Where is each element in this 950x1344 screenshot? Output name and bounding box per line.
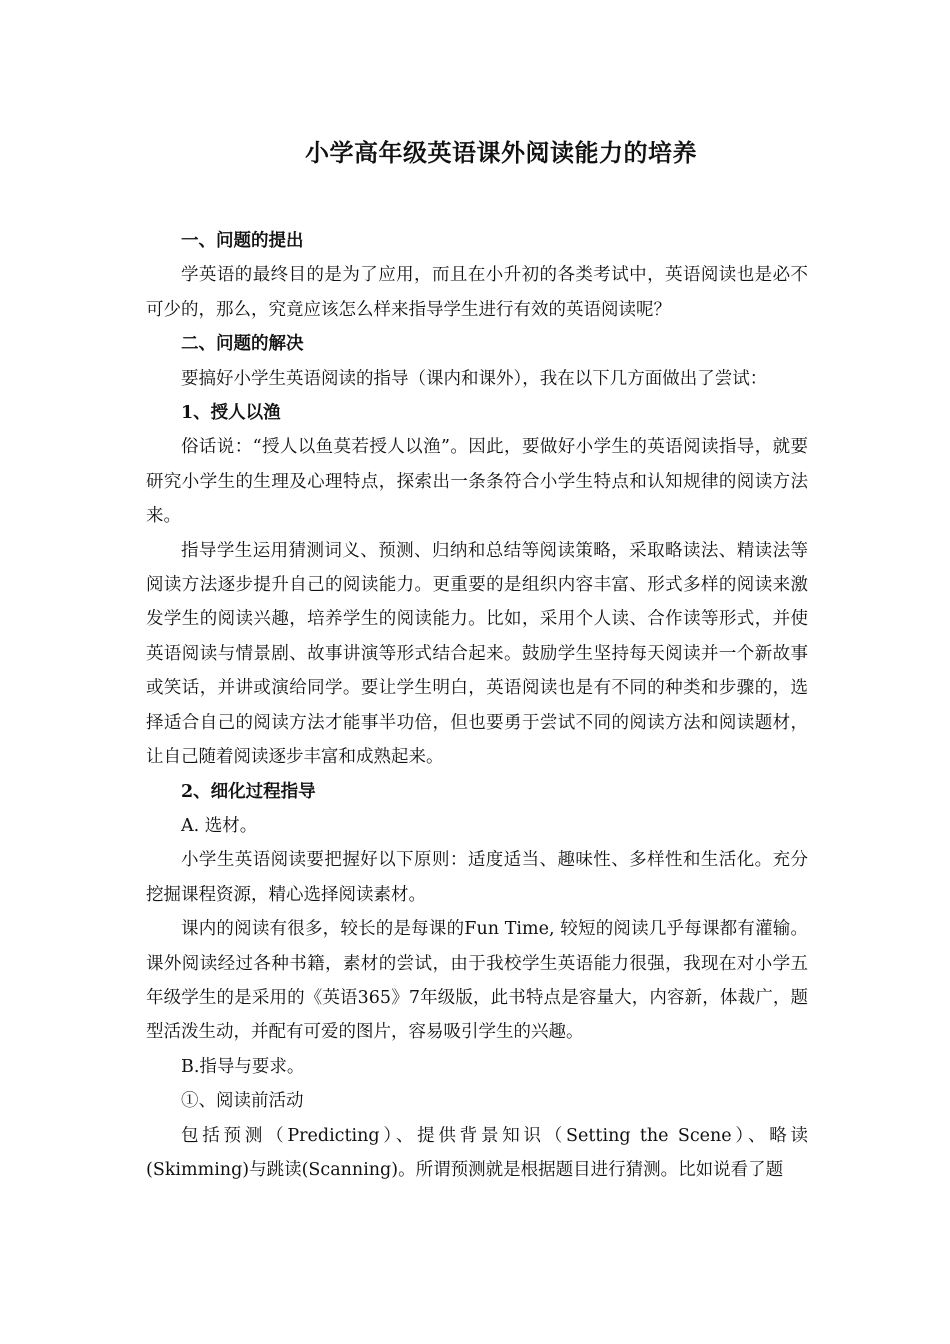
paragraph: ①、阅读前活动 bbox=[181, 1091, 304, 1112]
paragraph: 包括预测（Predicting）、提供背景知识（Setting the Scene）、略读(Skimming)与跳读(Scanning)。所谓预测就是根据题目进行猜测。比如说看了题 bbox=[146, 1125, 808, 1180]
document-body bbox=[146, 224, 808, 1187]
section-heading-problem: 一、问题的提出 bbox=[181, 231, 304, 251]
paragraph: 学英语的最终目的是为了应用，而且在小升初的各类考试中，英语阅读也是必不可少的，那么，究竟应该怎么样来指导学生进行有效的英语阅读呢？ bbox=[146, 265, 808, 320]
section-heading-solution: 二、问题的解决 bbox=[181, 334, 304, 355]
paragraph: B.指导与要求。 bbox=[181, 1056, 305, 1077]
paragraph: 指导学生运用猜测词义、预测、归纳和总结等阅读策略，采取略读法、精读法等阅读方法逐步提升自己的阅读能力。更重要的是组织内容丰富、形式多样的阅读来激发学生的阅读兴趣，培养学生的阅读能力。比如，采用个人读、合作读等形式，并使英语阅读与情景剧、故事讲演等形式结合起来。鼓励学生坚持每天阅读并一个新故事或笑话，并讲或演给同学。要让学生明白，英语阅读也是有不同的种类和步骤的，选择适合自己的阅读方法才能事半功倍，但也要勇于尝试不同的阅读方法和阅读题材，让自己随着阅读逐步丰富和成熟起来。 bbox=[146, 540, 808, 768]
paragraph: 俗话说：“授人以鱼莫若授人以渔”。因此，要做好小学生的英语阅读指导，就要研究小学生的生理及心理特点，探索出一条条符合小学生特点和认知规律的阅读方法来。 bbox=[146, 437, 808, 527]
subsection-heading-2: 2、细化过程指导 bbox=[181, 781, 316, 802]
paragraph: A. 选材。 bbox=[181, 815, 258, 836]
document-title: 小学高年级英语课外阅读能力的培养 bbox=[305, 138, 697, 167]
paragraph: 小学生英语阅读要把握好以下原则：适度适当、趣味性、多样性和生活化。充分挖掘课程资源，精心选择阅读素材。 bbox=[146, 850, 808, 905]
paragraph: 课内的阅读有很多，较长的是每课的Fun Time, 较短的阅读几乎每课都有灌输。课外阅读经过各种书籍，素材的尝试，由于我校学生英语能力很强，我现在对小学五年级学生的是采用的《英语365》7年级版，此书特点是容量大，内容新，体裁广，题型活泼生动，并配有可爱的图片，容易吸引学生的兴趣。 bbox=[146, 919, 808, 1043]
paragraph: 要搞好小学生英语阅读的指导（课内和课外），我在以下几方面做出了尝试： bbox=[181, 368, 768, 389]
subsection-heading-1: 1、授人以渔 bbox=[181, 403, 281, 424]
